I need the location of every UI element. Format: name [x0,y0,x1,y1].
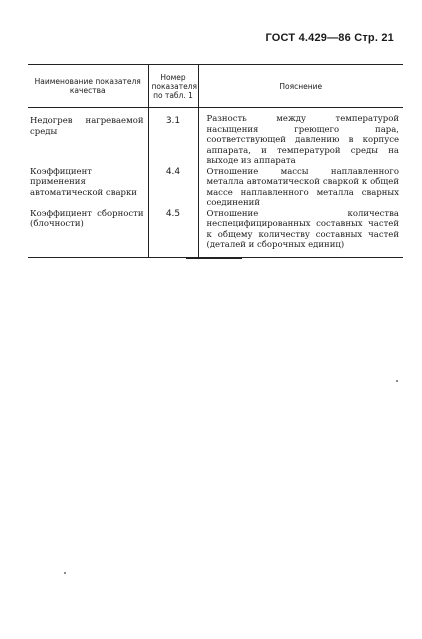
page-header: ГОСТ 4.429—86 Стр. 21 [265,32,394,44]
indicator-number: 4.5 [148,209,198,257]
scan-speck [396,380,398,382]
end-of-table-rule [186,257,242,259]
table-row [28,167,403,209]
indicator-number: 4.4 [148,167,198,209]
scan-speck [64,572,66,574]
indicator-number: 3.1 [148,108,198,167]
indicator-description: Разность между температурой насыщения греющего пара, соответствующей давлению в корпусе аппарата, и температурой среды на выходе из аппарата [198,108,403,167]
indicator-name: Недогрев нагреваемой среды [30,116,144,137]
table-row [28,209,403,257]
column-header-description: Пояснение [198,65,403,108]
table-header-row [28,65,403,108]
indicator-name: Коэффициент сборности (блочности) [30,208,144,229]
indicator-description: Отношение массы наплавленного металла автоматической сваркой к общей массе наплавленного металла сварных соединений [198,167,403,209]
column-header-name: Наименование показателя качества [28,65,148,108]
table-row [28,108,403,167]
column-header-number: Номер показателя по табл. 1 [148,65,198,108]
quality-indicators-table [28,64,403,258]
indicator-name: Коэффициент применения автоматической сварки [30,166,137,198]
indicator-description: Отношение количества неспецифицированных составных частей к общему количеству составных частей (деталей и сборочных единиц) [198,209,403,257]
